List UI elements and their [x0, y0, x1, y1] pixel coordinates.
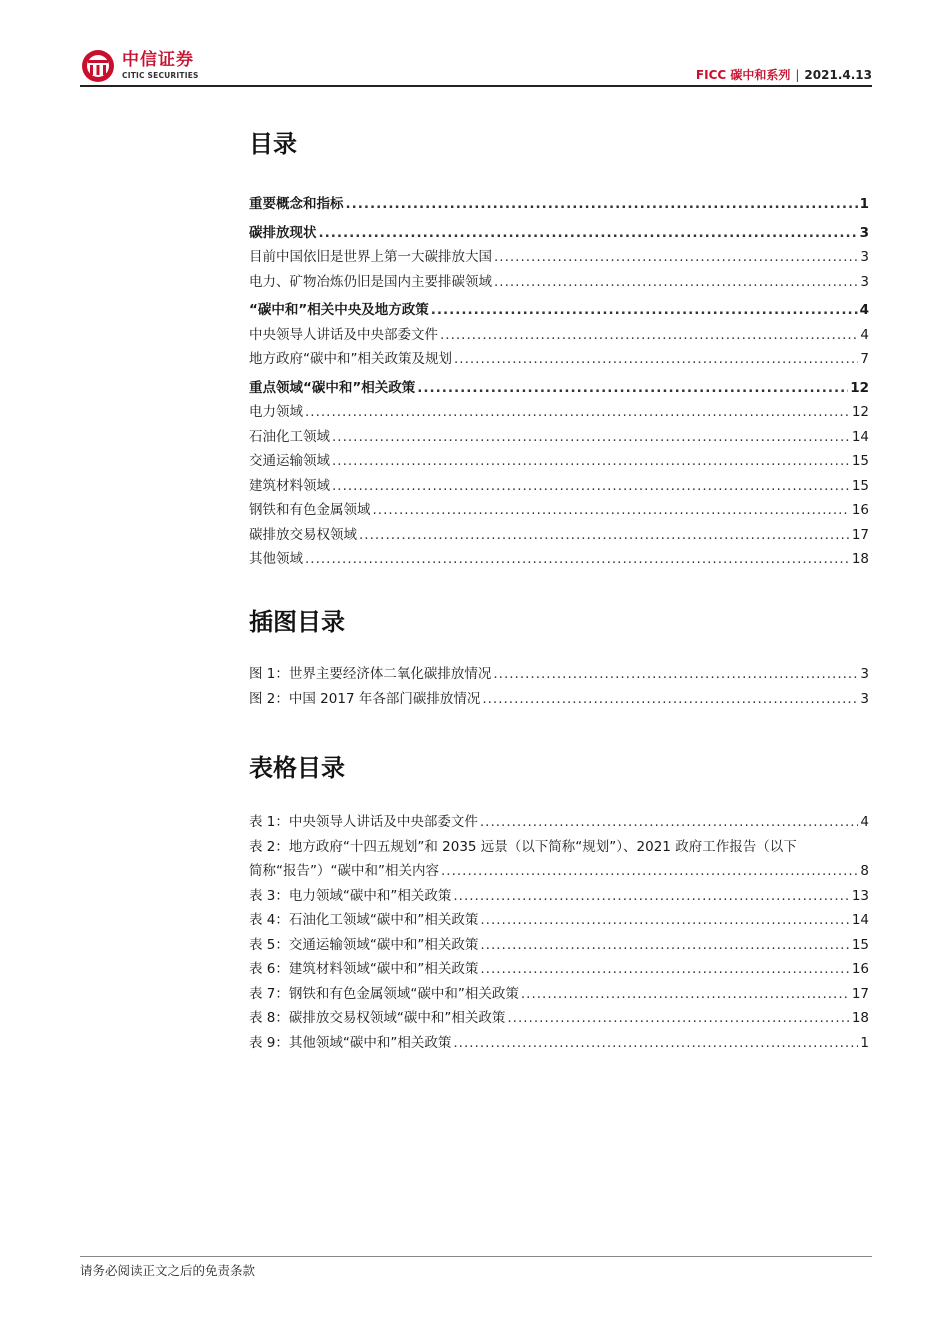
- toc-title: 目录: [249, 130, 297, 158]
- logo-english-name: CITIC SECURITIES: [122, 71, 199, 81]
- toc-entry[interactable]: [249, 376, 869, 401]
- toc-entry-page: 1: [860, 1034, 869, 1051]
- toc-entry-label: 表 5：交通运输领域“碳中和”相关政策: [249, 936, 479, 953]
- toc-entry-page: 17: [851, 985, 869, 1002]
- toc-leader-dots: [482, 687, 858, 712]
- toc-entry[interactable]: [249, 933, 869, 958]
- toc-entry[interactable]: [249, 884, 869, 909]
- toc-entry-page: 12: [850, 379, 869, 396]
- toc-entry[interactable]: [249, 982, 869, 1007]
- tables-list: [249, 810, 869, 1055]
- toc-entry[interactable]: [249, 270, 869, 295]
- toc-entry-page: 15: [851, 936, 869, 953]
- toc-entry-page: 14: [851, 428, 869, 445]
- toc-leader-dots: [332, 449, 850, 474]
- toc-entry-page: 8: [860, 863, 869, 879]
- toc-entry[interactable]: [249, 547, 869, 572]
- toc-entry-label: 电力、矿物冶炼仍旧是国内主要排碳领域: [249, 273, 492, 290]
- toc-entry-label: 中央领导人讲话及中央部委文件: [249, 326, 438, 343]
- toc-leader-dots: [417, 376, 848, 401]
- toc-entry[interactable]: [249, 400, 869, 425]
- footer-divider: [80, 1256, 872, 1257]
- toc-leader-dots: [319, 221, 858, 246]
- toc-entry-page: 16: [851, 502, 869, 518]
- report-date: 2021.4.13: [804, 68, 872, 82]
- toc-entry-page: 4: [860, 814, 869, 830]
- toc-entry-label: 图 2：中国 2017 年各部门碳排放情况: [249, 690, 481, 707]
- toc-leader-dots: [480, 933, 849, 958]
- toc-leader-dots: [441, 859, 858, 884]
- toc-entry-label: 石油化工领域: [249, 428, 330, 445]
- toc-entry[interactable]: [249, 523, 869, 548]
- toc-entry[interactable]: [249, 449, 869, 474]
- toc-leader-dots: [494, 245, 858, 270]
- toc-entry[interactable]: [249, 687, 869, 712]
- toc-leader-dots: [494, 270, 858, 295]
- series-title: FICC 碳中和系列: [695, 68, 791, 82]
- toc-entry[interactable]: [249, 498, 869, 523]
- toc-entry[interactable]: [249, 474, 869, 499]
- toc-entry[interactable]: [249, 859, 869, 884]
- toc-list: [249, 192, 869, 572]
- toc-leader-dots: [493, 662, 858, 687]
- toc-entry-page: 3: [860, 690, 869, 707]
- toc-entry[interactable]: [249, 957, 869, 982]
- toc-entry[interactable]: [249, 221, 869, 246]
- toc-entry[interactable]: [249, 245, 869, 270]
- citic-logo: [80, 48, 199, 84]
- toc-entry[interactable]: [249, 662, 869, 687]
- toc-entry-page: 15: [851, 453, 869, 469]
- toc-entry-label: 地方政府“碳中和”相关政策及规划: [249, 351, 452, 367]
- toc-leader-dots: [453, 1031, 858, 1056]
- toc-entry-label: 图 1：世界主要经济体二氧化碳排放情况: [249, 666, 492, 682]
- toc-entry-label: 其他领域: [249, 551, 303, 567]
- header-meta: [696, 66, 872, 83]
- toc-entry-label: 表 1：中央领导人讲话及中央部委文件: [249, 814, 478, 830]
- toc-entry-page: 15: [851, 477, 869, 494]
- toc-entry-label: 重点领域“碳中和”相关政策: [249, 379, 416, 396]
- toc-leader-dots: [305, 400, 850, 425]
- toc-entry-page: 4: [859, 302, 869, 318]
- figures-list: [249, 662, 869, 711]
- toc-entry-label: 碳排放交易权领域: [249, 526, 357, 543]
- toc-leader-dots: [359, 523, 850, 548]
- toc-entry-page: 3: [859, 224, 869, 241]
- toc-leader-dots: [440, 323, 858, 348]
- toc-entry-page: 4: [860, 326, 869, 343]
- toc-leader-dots: [305, 547, 850, 572]
- toc-leader-dots: [480, 957, 849, 982]
- page-header: [80, 44, 872, 88]
- header-divider: [80, 85, 872, 87]
- toc-entry[interactable]: [249, 1031, 869, 1056]
- logo-chinese-name: 中信证券: [122, 50, 194, 71]
- toc-leader-dots: [521, 982, 850, 1007]
- header-separator: |: [795, 68, 800, 82]
- toc-entry-label: 简称“报告”）“碳中和”相关内容: [249, 863, 439, 879]
- toc-entry-page: 18: [851, 551, 869, 567]
- toc-entry-label: 表 3：电力领域“碳中和”相关政策: [249, 887, 452, 904]
- toc-leader-dots: [480, 908, 849, 933]
- toc-entry-page: 16: [851, 961, 869, 977]
- toc-leader-dots: [507, 1006, 849, 1031]
- toc-entry[interactable]: [249, 347, 869, 372]
- toc-entry-label: 表 9：其他领域“碳中和”相关政策: [249, 1034, 452, 1051]
- toc-entry-page: 13: [851, 887, 869, 904]
- toc-entry-page: 1: [859, 196, 869, 212]
- toc-entry-page: 12: [851, 404, 869, 420]
- toc-leader-dots: [373, 498, 850, 523]
- toc-entry-label: 碳排放现状: [249, 224, 317, 241]
- disclaimer-text: 请务必阅读正文之后的免责条款: [80, 1263, 256, 1278]
- toc-entry-label: 目前中国依旧是世界上第一大碳排放大国: [249, 249, 492, 265]
- toc-entry-page: 17: [851, 526, 869, 543]
- toc-entry-label: 交通运输领域: [249, 453, 330, 469]
- citic-logo-icon: [80, 48, 116, 84]
- toc-entry[interactable]: [249, 1006, 869, 1031]
- toc-entry-page: 7: [860, 351, 869, 367]
- toc-entry-label: 重要概念和指标: [249, 196, 344, 212]
- toc-entry-label: “碳中和”相关中央及地方政策: [249, 302, 429, 318]
- toc-leader-dots: [332, 425, 850, 450]
- toc-leader-dots: [332, 474, 850, 499]
- tables-title: 表格目录: [249, 754, 345, 782]
- toc-entry-label: 钢铁和有色金属领域: [249, 502, 371, 518]
- toc-leader-dots: [454, 347, 858, 372]
- toc-entry-label: 表 2：地方政府“十四五规划”和 2035 远景（以下简称“规划”）、2021 政府工作报告（以下: [249, 838, 797, 855]
- toc-leader-dots: [346, 192, 858, 217]
- toc-entry-page: 3: [860, 249, 869, 265]
- toc-leader-dots: [480, 810, 859, 835]
- toc-entry-label: 表 4：石油化工领域“碳中和”相关政策: [249, 912, 479, 928]
- toc-entry-page: 3: [860, 666, 869, 682]
- toc-entry[interactable]: [249, 425, 869, 450]
- toc-entry[interactable]: [249, 835, 869, 860]
- toc-entry[interactable]: [249, 323, 869, 348]
- toc-entry-label: 表 7：钢铁和有色金属领域“碳中和”相关政策: [249, 985, 519, 1002]
- toc-entry-page: 14: [851, 912, 869, 928]
- toc-entry-label: 表 8：碳排放交易权领域“碳中和”相关政策: [249, 1010, 506, 1026]
- toc-leader-dots: [453, 884, 849, 909]
- toc-entry-page: 18: [851, 1010, 869, 1026]
- toc-leader-dots: [431, 298, 858, 323]
- toc-entry[interactable]: [249, 192, 869, 217]
- toc-entry[interactable]: [249, 298, 869, 323]
- toc-entry-page: 3: [860, 273, 869, 290]
- toc-entry-label: 建筑材料领域: [249, 477, 330, 494]
- toc-entry-label: 电力领域: [249, 404, 303, 420]
- toc-entry[interactable]: [249, 908, 869, 933]
- toc-entry[interactable]: [249, 810, 869, 835]
- figures-title: 插图目录: [249, 608, 345, 636]
- toc-entry-label: 表 6：建筑材料领域“碳中和”相关政策: [249, 961, 479, 977]
